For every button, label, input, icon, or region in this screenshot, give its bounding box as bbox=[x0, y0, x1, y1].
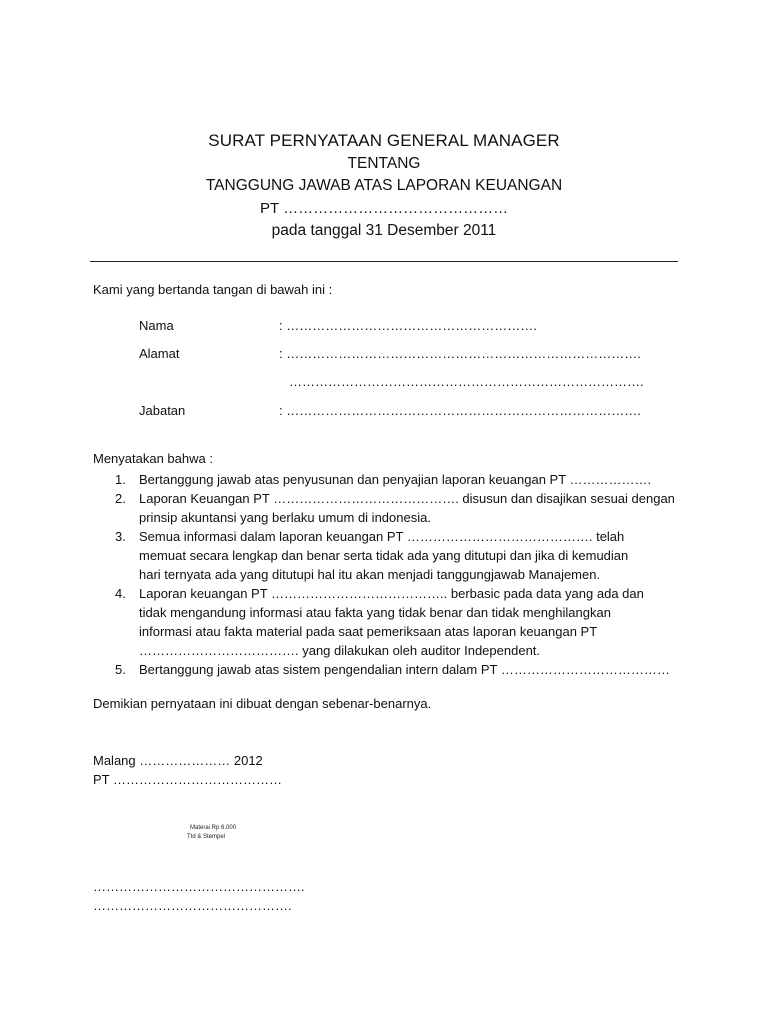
item-text: Bertanggung jawab atas penyusunan dan penyajian laporan keuangan PT ………………. bbox=[139, 472, 652, 487]
item-text: Laporan keuangan PT ………………………………….. berbasic pada data yang ada dan bbox=[139, 586, 644, 601]
signature-line: …………………………………………. bbox=[93, 879, 305, 894]
item-text: ………………………………. yang dilakukan oleh auditor Independent. bbox=[139, 643, 541, 658]
statement-heading: Menyatakan bahwa : bbox=[93, 451, 213, 466]
item-text: informasi atau fakta material pada saat pemeriksaan atas laporan keuangan PT bbox=[139, 624, 598, 639]
item-number: 5. bbox=[115, 662, 126, 677]
item-text: prinsip akuntansi yang berlaku umum di indonesia. bbox=[139, 510, 431, 525]
title-tentang: TENTANG bbox=[347, 155, 421, 172]
item-text: Laporan Keuangan PT ……………………………………. disusun dan disajikan sesuai dengan bbox=[139, 491, 675, 506]
intro-text: Kami yang bertanda tangan di bawah ini : bbox=[93, 282, 333, 297]
list-item bbox=[93, 470, 677, 489]
header-divider bbox=[90, 261, 678, 262]
alamat-value: : ………………………………………………………………………. bbox=[279, 346, 641, 361]
item-text: hari ternyata ada yang ditutupi hal itu akan menjadi tanggungjawab Manajemen. bbox=[139, 567, 601, 582]
jabatan-value: : ………………………………………………………………………. bbox=[279, 403, 641, 418]
title-subject: TANGGUNG JAWAB ATAS LAPORAN KEUANGAN bbox=[205, 177, 563, 194]
item-text: memuat secara lengkap dan benar serta tidak ada yang ditutupi dan jika di kemudian bbox=[139, 548, 629, 563]
jabatan-label: Jabatan bbox=[139, 403, 186, 418]
item-number: 2. bbox=[115, 491, 126, 506]
title-date: pada tanggal 31 Desember 2011 bbox=[271, 222, 497, 239]
pt-line: PT ………………………………… bbox=[93, 772, 282, 787]
alamat-label: Alamat bbox=[139, 346, 180, 361]
signature-name-line: ………………………………………. bbox=[93, 898, 292, 913]
item-text: Semua informasi dalam laporan keuangan PT ……………………………………. telah bbox=[139, 529, 625, 544]
nama-value: : …………………………………………………. bbox=[279, 318, 537, 333]
statement-list bbox=[93, 470, 677, 679]
list-item bbox=[93, 660, 677, 679]
materai-note: Materai Rp 6.000 bbox=[190, 825, 237, 831]
item-number: 3. bbox=[115, 529, 126, 544]
alamat-value-2: ………………………………………………………………………. bbox=[289, 374, 644, 389]
ttd-note: Ttd & Stempel bbox=[187, 834, 226, 840]
title-company: PT ……………………………………… bbox=[260, 200, 509, 217]
list-item bbox=[93, 527, 677, 584]
item-number: 4. bbox=[115, 586, 126, 601]
list-item bbox=[93, 584, 677, 660]
item-text: Bertanggung jawab atas sistem pengendalian intern dalam PT ………………………………… bbox=[139, 662, 670, 677]
closing-text: Demikian pernyataan ini dibuat dengan sebenar-benarnya. bbox=[93, 696, 432, 711]
place-date: Malang ………………… 2012 bbox=[93, 753, 263, 768]
document-title: SURAT PERNYATAAN GENERAL MANAGER bbox=[208, 131, 560, 150]
nama-label: Nama bbox=[139, 318, 174, 333]
list-item bbox=[93, 489, 677, 527]
item-number: 1. bbox=[115, 472, 126, 487]
item-text: tidak mengandung informasi atau fakta yang tidak benar dan tidak menghilangkan bbox=[139, 605, 611, 620]
